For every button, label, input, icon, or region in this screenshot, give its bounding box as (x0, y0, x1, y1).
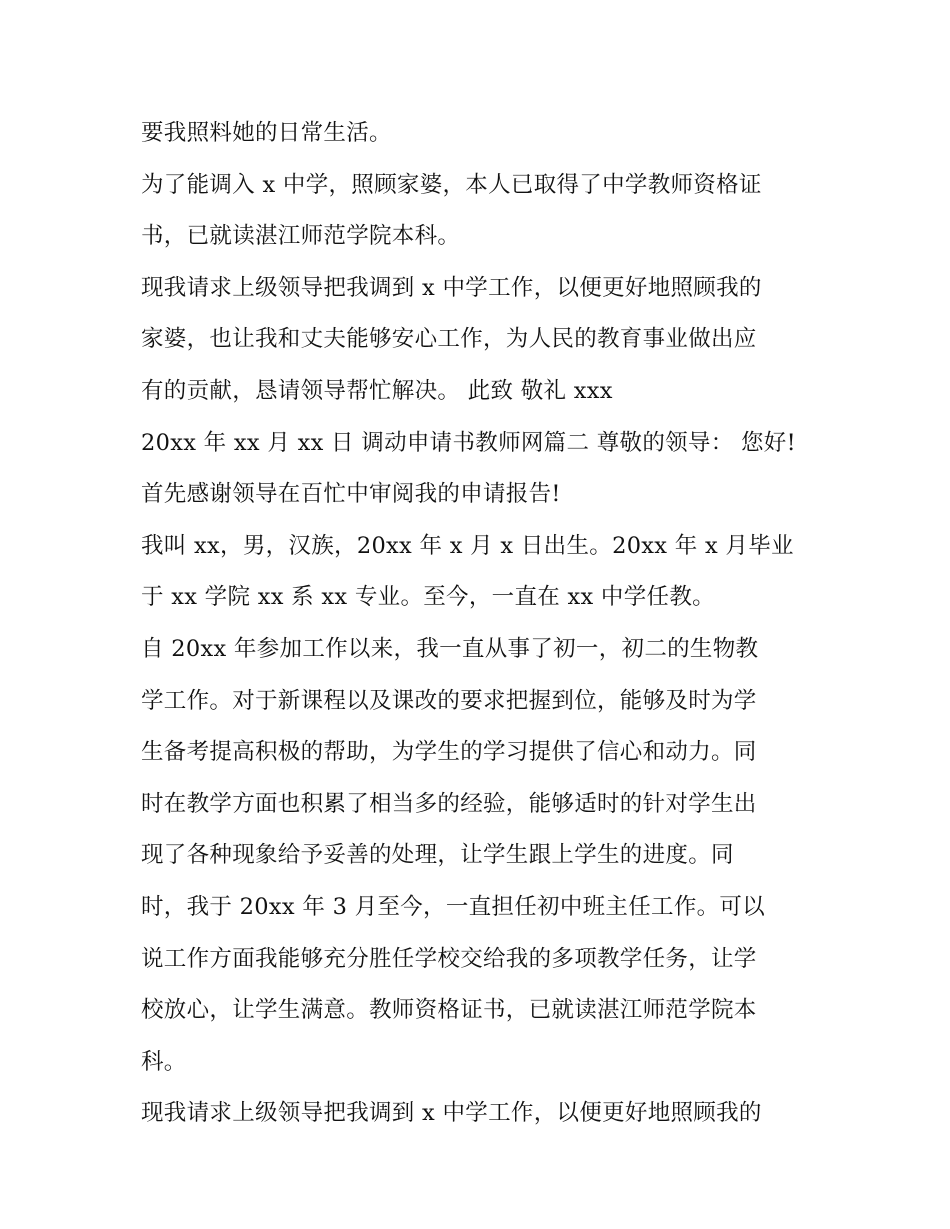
text-line: 现我请求上级领导把我调到 x 中学工作，以便更好地照顾我的 (141, 1100, 762, 1127)
text-line: 生备考提高积极的帮助，为学生的学习提供了信心和动力。同 (141, 739, 757, 766)
text-line: 校放心，让学生满意。教师资格证书，已就读湛江师范学院本 (141, 997, 757, 1024)
text-line: 时在教学方面也积累了相当多的经验，能够适时的针对学生出 (141, 790, 757, 817)
text-line: 时，我于 20xx 年 3 月至今，一直担任初中班主任工作。可以 (141, 893, 766, 920)
text-line: 现我请求上级领导把我调到 x 中学工作，以便更好地照顾我的 (141, 274, 762, 301)
text-line: 于 xx 学院 xx 系 xx 专业。至今，一直在 xx 中学任教。 (141, 584, 715, 611)
text-line: 我叫 xx，男，汉族，20xx 年 x 月 x 日出生。20xx 年 x 月毕业 (141, 532, 794, 559)
text-line: 20xx 年 xx 月 xx 日 调动申请书教师网篇二 尊敬的领导： 您好! (141, 429, 796, 456)
text-line: 学工作。对于新课程以及课改的要求把握到位，能够及时为学 (141, 687, 757, 714)
text-line: 为了能调入 x 中学，照顾家婆，本人已取得了中学教师资格证 (141, 171, 762, 198)
text-line: 说工作方面我能够充分胜任学校交给我的多项教学任务，让学 (141, 945, 757, 972)
text-line: 有的贡献，恳请领导帮忙解决。 此致 敬礼 xxx (141, 377, 613, 404)
text-line: 家婆，也让我和丈夫能够安心工作，为人民的教育事业做出应 (141, 326, 757, 353)
text-line: 首先感谢领导在百忙中审阅我的申请报告! (141, 481, 561, 508)
document-body (141, 108, 821, 1140)
text-line: 科。 (141, 1048, 187, 1075)
text-line: 现了各种现象给予妥善的处理，让学生跟上学生的进度。同 (141, 842, 734, 869)
text-line: 要我照料她的日常生活。 (141, 120, 392, 146)
text-line: 书，已就读湛江师范学院本科。 (141, 223, 461, 250)
text-line: 自 20xx 年参加工作以来，我一直从事了初一，初二的生物教 (141, 635, 759, 662)
